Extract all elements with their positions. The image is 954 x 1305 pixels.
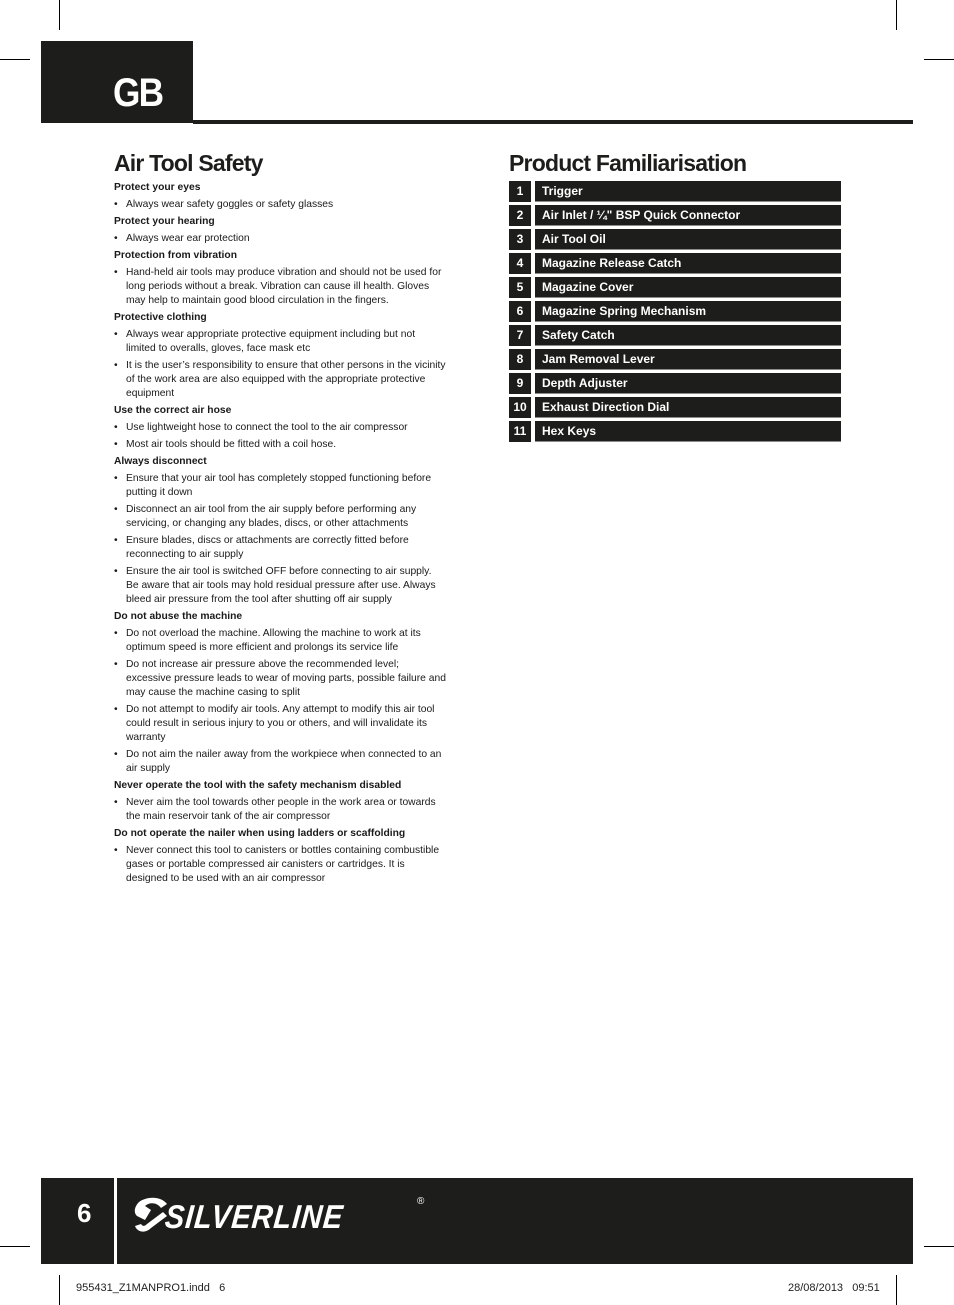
safety-bullet: • It is the user’s responsibility to ensure that other persons in the vicinity of the work area are also equipped with the appropriate protective equipment	[114, 359, 446, 401]
part-name: Jam Removal Lever	[535, 349, 841, 370]
part-name: Depth Adjuster	[535, 373, 841, 394]
safety-bullet: • Do not attempt to modify air tools. Any attempt to modify this air tool could result in serious injury to you or others, and will invalidate its warranty	[114, 703, 446, 745]
safety-bullet-list	[114, 198, 446, 212]
safety-subheading: Protect your hearing	[114, 216, 215, 227]
part-name: Magazine Release Catch	[535, 253, 841, 274]
slug-file: 955431_Z1MANPRO1.indd 6	[76, 1282, 226, 1294]
part-name: Hex Keys	[535, 421, 841, 442]
region-label: GB	[113, 71, 163, 115]
part-row	[509, 277, 841, 298]
part-row	[509, 181, 841, 202]
header-rule	[193, 120, 913, 124]
part-number: 3	[509, 229, 531, 250]
part-row	[509, 397, 841, 418]
safety-bullet: • Never aim the tool towards other people in the work area or towards the main reservoir tank of the air compressor	[114, 796, 446, 824]
safety-bullet-list	[114, 627, 446, 776]
page-number: 6	[77, 1198, 92, 1228]
safety-subheading: Protection from vibration	[114, 250, 237, 261]
safety-bullet-list	[114, 421, 446, 452]
part-name: Air Tool Oil	[535, 229, 841, 250]
safety-bullet: • Never connect this tool to canisters or bottles containing combustible gases or portable compressed air canisters or cartridges. It is designed to be used with an air compressor	[114, 844, 446, 886]
safety-bullet: • Do not increase air pressure above the recommended level; excessive pressure leads to wear of moving parts, possible failure and may cause the machine casing to split	[114, 658, 446, 700]
safety-bullet: • Ensure that your air tool has completely stopped functioning before putting it down	[114, 472, 446, 500]
air-tool-safety-section	[114, 148, 446, 889]
safety-subheading: Use the correct air hose	[114, 405, 232, 416]
safety-bullet: • Use lightweight hose to connect the tool to the air compressor	[114, 421, 446, 435]
footer-bar	[41, 1178, 913, 1264]
safety-bullet: • Most air tools should be fitted with a coil hose.	[114, 438, 446, 452]
safety-bullet: • Always wear safety goggles or safety glasses	[114, 198, 446, 212]
safety-bullet-list	[114, 844, 446, 886]
part-name: Safety Catch	[535, 325, 841, 346]
registered-mark: ®	[417, 1196, 425, 1207]
safety-bullet: • Do not aim the nailer away from the workpiece when connected to an air supply	[114, 748, 446, 776]
part-number: 6	[509, 301, 531, 322]
part-number: 4	[509, 253, 531, 274]
part-name: Air Inlet / ¼" BSP Quick Connector	[535, 205, 841, 226]
part-number: 2	[509, 205, 531, 226]
parts-list	[509, 181, 841, 442]
safety-subheading: Do not abuse the machine	[114, 611, 243, 622]
safety-subheading: Protect your eyes	[114, 182, 201, 193]
safety-bullet: • Always wear ear protection	[114, 232, 446, 246]
product-familiarisation-section	[509, 148, 841, 445]
part-number: 7	[509, 325, 531, 346]
part-row	[509, 253, 841, 274]
safety-bullet-list	[114, 232, 446, 246]
part-number: 9	[509, 373, 531, 394]
safety-subheading: Protective clothing	[114, 312, 207, 323]
part-number: 1	[509, 181, 531, 202]
section-title: Product Familiarisation	[509, 150, 747, 176]
crop-mark	[924, 59, 954, 60]
crop-mark	[896, 0, 897, 30]
footer-divider	[114, 1178, 117, 1264]
crop-mark	[924, 1246, 954, 1247]
part-name: Exhaust Direction Dial	[535, 397, 841, 418]
part-row	[509, 325, 841, 346]
safety-subheading: Do not operate the nailer when using ladders or scaffolding	[114, 828, 406, 839]
safety-bullet: • Hand-held air tools may produce vibration and should not be used for long periods without a break. Vibration can cause ill health. Gloves may help to maintain good blood circulation in the fingers.	[114, 266, 446, 308]
safety-bullet-list	[114, 266, 446, 308]
safety-bullet-list	[114, 796, 446, 824]
brand-logo	[133, 1190, 433, 1246]
part-name: Magazine Cover	[535, 277, 841, 298]
crop-mark	[59, 0, 60, 30]
safety-bullet-list	[114, 472, 446, 607]
part-row	[509, 421, 841, 442]
safety-bullet: • Ensure blades, discs or attachments are correctly fitted before reconnecting to air supply	[114, 534, 446, 562]
slug-datetime: 28/08/2013 09:51	[788, 1282, 880, 1294]
crop-mark	[0, 1246, 30, 1247]
part-number: 5	[509, 277, 531, 298]
crop-mark	[0, 59, 30, 60]
safety-bullet: • Disconnect an air tool from the air supply before performing any servicing, or changing any blades, discs, or other attachments	[114, 503, 446, 531]
part-row	[509, 205, 841, 226]
part-number: 8	[509, 349, 531, 370]
crop-mark	[896, 1275, 897, 1305]
part-row	[509, 301, 841, 322]
safety-bullet: • Always wear appropriate protective equipment including but not limited to overalls, gloves, face mask etc	[114, 328, 446, 356]
safety-bullet: • Ensure the air tool is switched OFF before connecting to air supply. Be aware that air tools may hold residual pressure after use. Always bleed air pressure from the tool after shutting off air supply	[114, 565, 446, 607]
brand-wordmark: SILVERLINE	[163, 1198, 346, 1235]
safety-bullet-list	[114, 328, 446, 401]
part-name: Magazine Spring Mechanism	[535, 301, 841, 322]
part-row	[509, 349, 841, 370]
crop-mark	[59, 1275, 60, 1305]
safety-subheading: Always disconnect	[114, 456, 207, 467]
safety-subheading: Never operate the tool with the safety mechanism disabled	[114, 780, 402, 791]
part-row	[509, 229, 841, 250]
part-row	[509, 373, 841, 394]
part-number: 10	[509, 397, 531, 418]
part-number: 11	[509, 421, 531, 442]
region-badge	[41, 41, 193, 123]
safety-list	[114, 181, 446, 886]
section-title: Air Tool Safety	[114, 150, 263, 176]
part-name: Trigger	[535, 181, 841, 202]
safety-bullet: • Do not overload the machine. Allowing the machine to work at its optimum speed is more efficient and prolongs its service life	[114, 627, 446, 655]
